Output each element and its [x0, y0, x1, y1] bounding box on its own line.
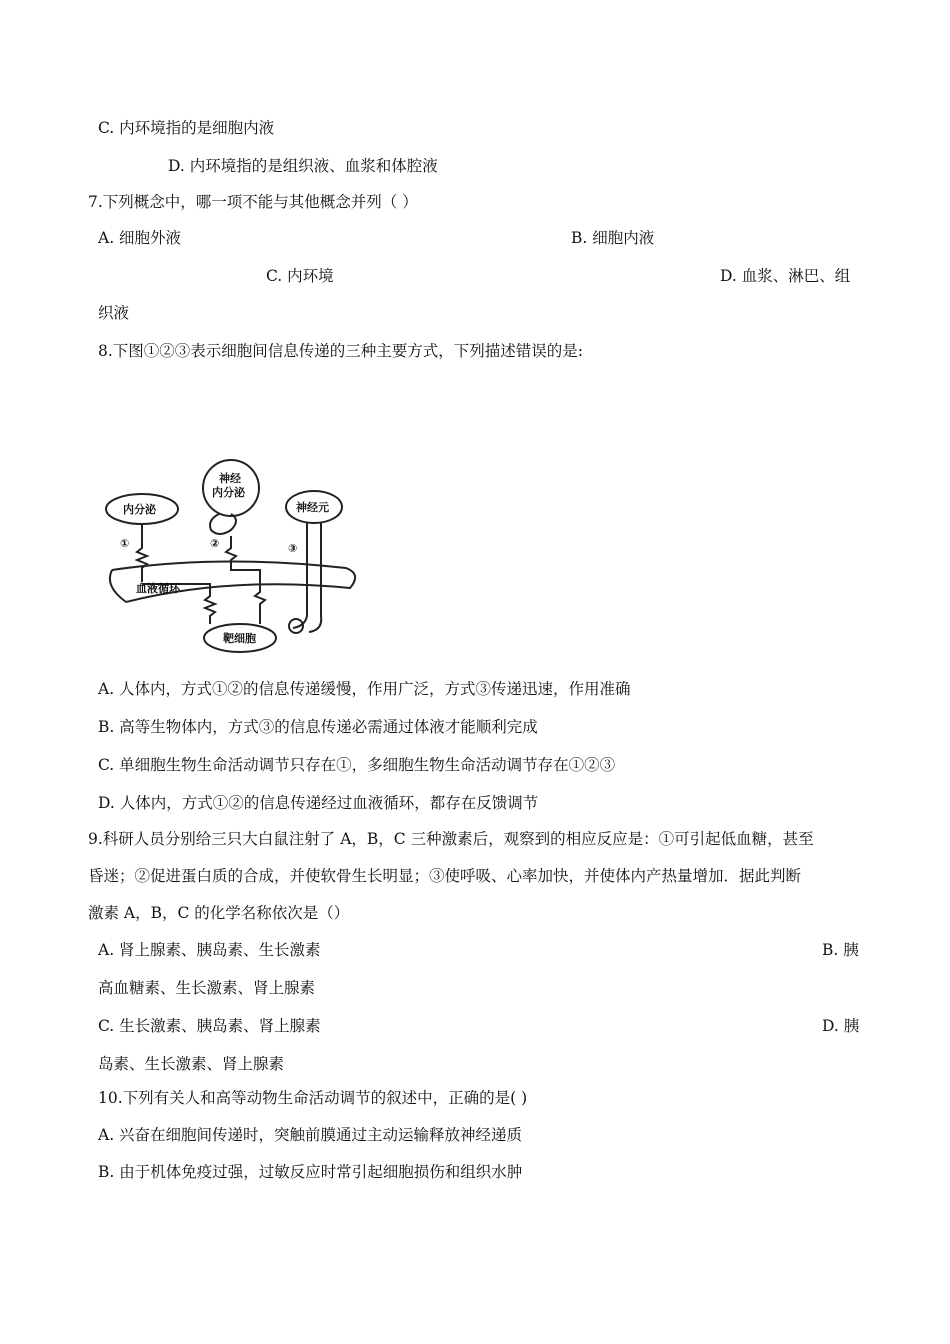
label-target-cell: 靶细胞 — [223, 632, 256, 645]
label-neuro-endocrine-1: 神经 — [219, 472, 241, 485]
q9-option-c: C. 生长激素、胰岛素、肾上腺素 — [98, 1017, 321, 1035]
label-neuro-endocrine-2: 内分泌 — [212, 486, 245, 499]
q9-stem-line-3: 激素 A，B，C 的化学名称依次是（） — [88, 904, 350, 922]
q9-option-d-cont: 岛素、生长激素、肾上腺素 — [98, 1055, 285, 1073]
q7-option-b: B. 细胞内液 — [571, 229, 655, 247]
q10-option-b: B. 由于机体免疫过强，过敏反应时常引起细胞损伤和组织水肿 — [98, 1163, 523, 1181]
q8-option-a: A. 人体内，方式①②的信息传递缓慢，作用广泛，方式③传递迅速，作用准确 — [98, 680, 631, 698]
q9-stem-line-1: 9.科研人员分别给三只大白鼠注射了 A，B，C 三种激素后，观察到的相应反应是：①可引起低血糖，甚至 — [88, 830, 814, 848]
q7-option-a: A. 细胞外液 — [98, 229, 182, 247]
label-blood-circulation: 血液循环 — [136, 582, 180, 595]
q10-option-a: A. 兴奋在细胞间传递时，突触前膜通过主动运输释放神经递质 — [98, 1126, 523, 1144]
q7-stem: 7.下列概念中，哪一项不能与其他概念并列（ ） — [88, 193, 418, 211]
diagram-svg — [100, 458, 360, 658]
q6-option-c: C. 内环境指的是细胞内液 — [98, 119, 275, 137]
label-neuron: 神经元 — [296, 501, 329, 514]
label-marker-3: ③ — [288, 542, 298, 555]
q10-stem: 10.下列有关人和高等动物生命活动调节的叙述中，正确的是( ) — [98, 1089, 528, 1107]
q9-stem-line-2: 昏迷；②促进蛋白质的合成，并使软骨生长明显；③使呼吸、心率加快，并使体内产热量增加．据此判断 — [88, 867, 802, 885]
q7-option-c: C. 内环境 — [266, 267, 334, 285]
q7-option-d-cont: 织液 — [98, 304, 130, 322]
q7-option-d: D. 血浆、淋巴、组 — [720, 267, 851, 285]
q9-option-d: D. 胰 — [822, 1017, 860, 1035]
q9-option-b: B. 胰 — [822, 941, 859, 959]
label-endocrine: 内分泌 — [123, 503, 156, 516]
label-marker-2: ② — [210, 537, 220, 550]
signal-transmission-diagram — [100, 458, 360, 658]
q8-option-b: B. 高等生物体内，方式③的信息传递必需通过体液才能顺利完成 — [98, 718, 538, 736]
q8-stem: 8.下图①②③表示细胞间信息传递的三种主要方式，下列描述错误的是: — [98, 342, 584, 360]
q9-option-a: A. 肾上腺素、胰岛素、生长激素 — [98, 941, 321, 959]
q6-option-d: D. 内环境指的是组织液、血浆和体腔液 — [168, 157, 438, 175]
label-marker-1: ① — [120, 537, 130, 550]
q8-option-d: D. 人体内，方式①②的信息传递经过血液循环，都存在反馈调节 — [98, 794, 539, 812]
q9-option-b-cont: 高血糖素、生长激素、肾上腺素 — [98, 979, 316, 997]
q8-option-c: C. 单细胞生物生命活动调节只存在①，多细胞生物生命活动调节存在①②③ — [98, 756, 616, 774]
